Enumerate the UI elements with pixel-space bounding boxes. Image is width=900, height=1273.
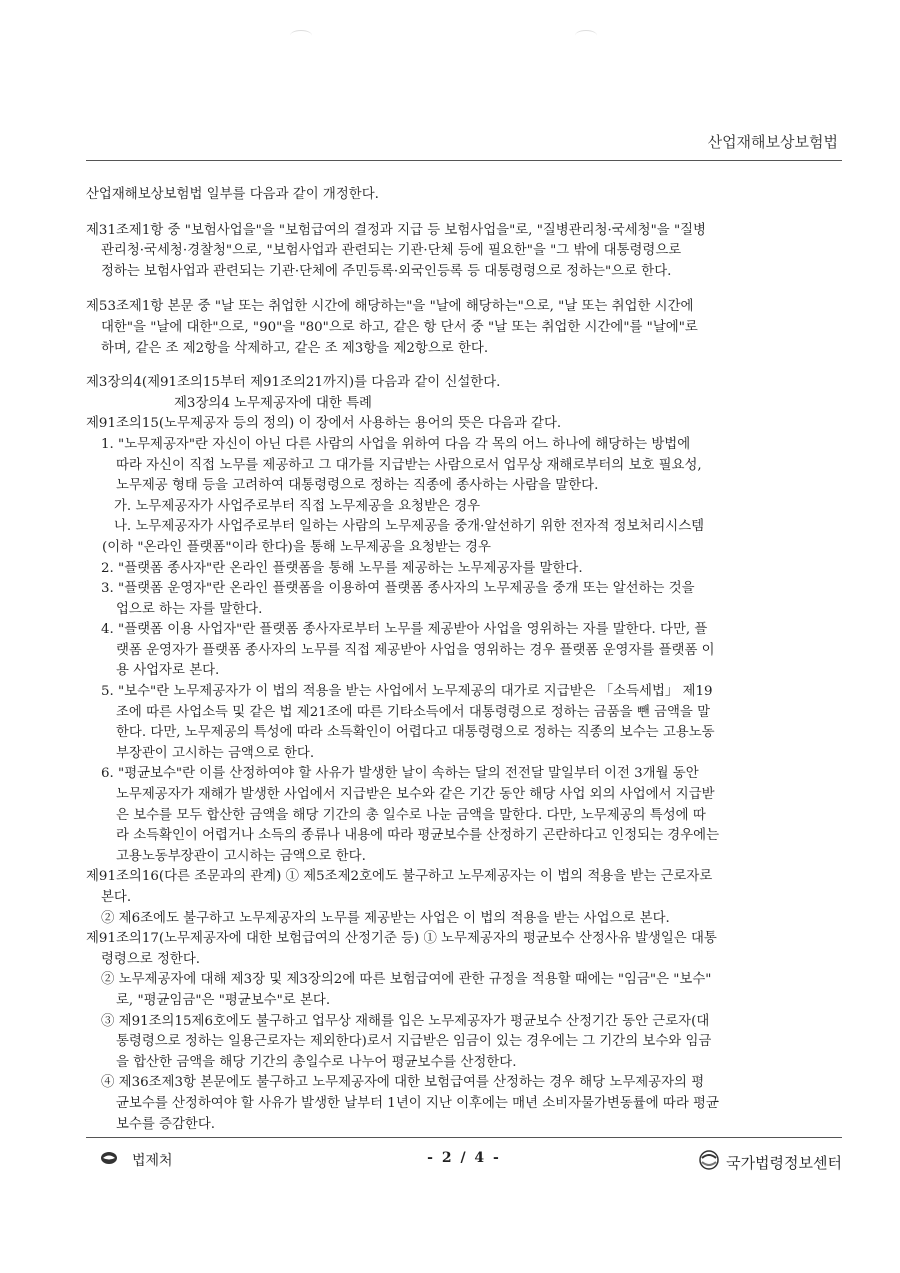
header-divider — [86, 160, 842, 161]
article-91-17-paragraph-4: ④ 제36조제3항 본문에도 불구하고 노무제공자에 대한 보험급여를 산정하는 경우 해당 노무제공자의 평 균보수를 산정하여야 할 사유가 발생한 날부터 1년이 지난 이후에는 매년 소비자물가변동률에 따라 평균 보수를 증감한다. — [101, 1075, 719, 1132]
page-number: - 2 / 4 - — [427, 1150, 501, 1166]
definition-item-6: 6. "평균보수"란 이를 산정하여야 할 사유가 발생한 날이 속하는 달의 전전달 말일부터 이전 3개월 동안 노무제공자가 재해가 발생한 사업에서 지급받은 보수와 같은 기간 동안 해당 사업 외의 사업에서 지급받 은 보수를 모두 합산한 금액을 해당 기간의 총 일수로 나눈 금액을 말한다. 다만, 노무제공의 특성에 따 라 소득확인이 어렵거나 소득의 종류나 내용에 따라 평균보수를 산정하기 곤란하다고 인정되는 경우에는 고용노동부장관이 고시하는 금액으로 한다. — [101, 766, 720, 864]
law-title-header: 산업재해보상보험법 — [707, 133, 838, 151]
footer-right — [698, 1150, 842, 1174]
article-91-15-heading: 제91조의15(노무제공자 등의 정의) 이 장에서 사용하는 용어의 뜻은 다음과 같다. — [86, 416, 562, 432]
article-91-16: 제91조의16(다른 조문과의 관계) ① 제5조제2호에도 불구하고 노무제공자는 이 법의 적용을 받는 근로자로 본다. — [86, 869, 713, 905]
amendment-article-53: 제53조제1항 본문 중 "날 또는 취업한 시간에 해당하는"을 "날에 해당하는"으로, "날 또는 취업한 시간에 대한"을 "날에 대한"으로, "90"을 "80"으로 하고, 같은 항 단서 중 "날 또는 취업한 시간에"를 "날에"로 하며, 같은 조 제2항을 삭제하고, 같은 조 제3항을 제2항으로 한다. — [86, 299, 698, 356]
definition-item-5: 5. "보수"란 노무제공자가 이 법의 적용을 받는 사업에서 노무제공의 대가로 지급받은 「소득세법」 제19 조에 따른 사업소득 및 같은 법 제21조에 따른 기타소득에서 대통령령으로 정하는 금품을 뺀 금액을 말 한다. 다만, 노무제공의 특성에 따라 소득확인이 어렵다고 대통령령으로 정하는 직종의 보수는 고용노동 부장관이 고시하는 금액으로 한다. — [101, 684, 715, 761]
page-footer — [86, 1150, 842, 1174]
chapter-intro: 제3장의4(제91조의15부터 제91조의21까지)를 다음과 같이 신설한다. — [86, 375, 501, 391]
article-91-17-paragraph-3: ③ 제91조의15제6호에도 불구하고 업무상 재해를 입은 노무제공자가 평균보수 산정기간 동안 근로자(대 통령령으로 정하는 일용근로자는 제외한다)로서 지급받은 임금이 있는 경우에는 그 기간의 보수와 임금 을 합산한 금액을 해당 기간의 총일수로 나누어 평균보수를 산정한다. — [101, 1013, 712, 1070]
amendment-intro: 산업재해보상보험법 일부를 다음과 같이 개정한다. — [86, 187, 379, 202]
chapter-title: 제3장의4 노무제공자에 대한 특례 — [174, 395, 372, 411]
amendment-article-31: 제31조제1항 중 "보험사업을"을 "보험급여의 결정과 지급 등 보험사업을"로, "질병관리청·국세청"을 "질병 관리청·국세청·경찰청"으로, "보험사업과 관련되는 기관·단체 등에 필요한"을 "그 밖에 대통령령으로 정하는 보험사업과 관련되는 기관·단체에 주민등록·외국인등록 등 대통령령으로 정하는"으로 한다. — [86, 222, 706, 279]
law-center-logo-icon — [698, 1150, 720, 1174]
footer-org-name: 법제처 — [132, 1153, 173, 1169]
document-body — [86, 185, 842, 1135]
article-91-16-paragraph-2: ② 제6조에도 불구하고 노무제공자의 노무를 제공받는 사업은 이 법의 적용을 받는 사업으로 본다. — [101, 910, 670, 926]
definition-item-3: 3. "플랫폼 운영자"란 온라인 플랫폼을 이용하여 플랫폼 종사자의 노무제공을 중개 또는 알선하는 것을 업으로 하는 자를 말한다. — [101, 581, 695, 617]
definition-item-4: 4. "플랫폼 이용 사업자"란 플랫폼 종사자로부터 노무를 제공받아 사업을 영위하는 자를 말한다. 다만, 플 랫폼 운영자가 플랫폼 종사자의 노무를 직접 제공받아 사업을 영위하는 경우 플랫폼 운영자를 플랫폼 이 용 사업자로 본다. — [101, 622, 715, 679]
definition-item-2: 2. "플랫폼 종사자"란 온라인 플랫폼을 통해 노무를 제공하는 노무제공자를 말한다. — [101, 560, 583, 576]
article-91-17-paragraph-2: ② 노무제공자에 대해 제3장 및 제3장의2에 따른 보험급여에 관한 규정을 적용할 때에는 "임금"은 "보수" 로, "평균임금"은 "평균보수"로 본다. — [101, 972, 712, 1008]
footer-divider — [86, 1137, 842, 1138]
footer-center-name: 국가법령정보센터 — [726, 1153, 842, 1172]
punch-mark — [290, 30, 312, 41]
punch-mark — [575, 30, 597, 41]
definition-subitem-ga: 가. 노무제공자가 사업주로부터 직접 노무제공을 요청받은 경우 — [114, 498, 481, 514]
article-91-17: 제91조의17(노무제공자에 대한 보험급여의 산정기준 등) ① 노무제공자의 평균보수 산정사유 발생일은 대통 령령으로 정한다. — [86, 931, 717, 967]
definition-subitem-na: 나. 노무제공자가 사업주로부터 일하는 사람의 노무제공을 중개·알선하기 위한 전자적 정보처리시스템 (이하 "온라인 플랫폼"이라 한다)을 통해 노무제공을 요청받는 경우 — [102, 519, 705, 555]
definition-item-1: 1. "노무제공자"란 자신이 아닌 다른 사람의 사업을 위하여 다음 각 목의 어느 하나에 해당하는 방법에 따라 자신이 직접 노무를 제공하고 그 대가를 지급받는 사람으로서 업무상 재해로부터의 보호 필요성, 노무제공 형태 등을 고려하여 대통령령으로 정하는 직종에 종사하는 사람을 말한다. — [101, 436, 702, 494]
